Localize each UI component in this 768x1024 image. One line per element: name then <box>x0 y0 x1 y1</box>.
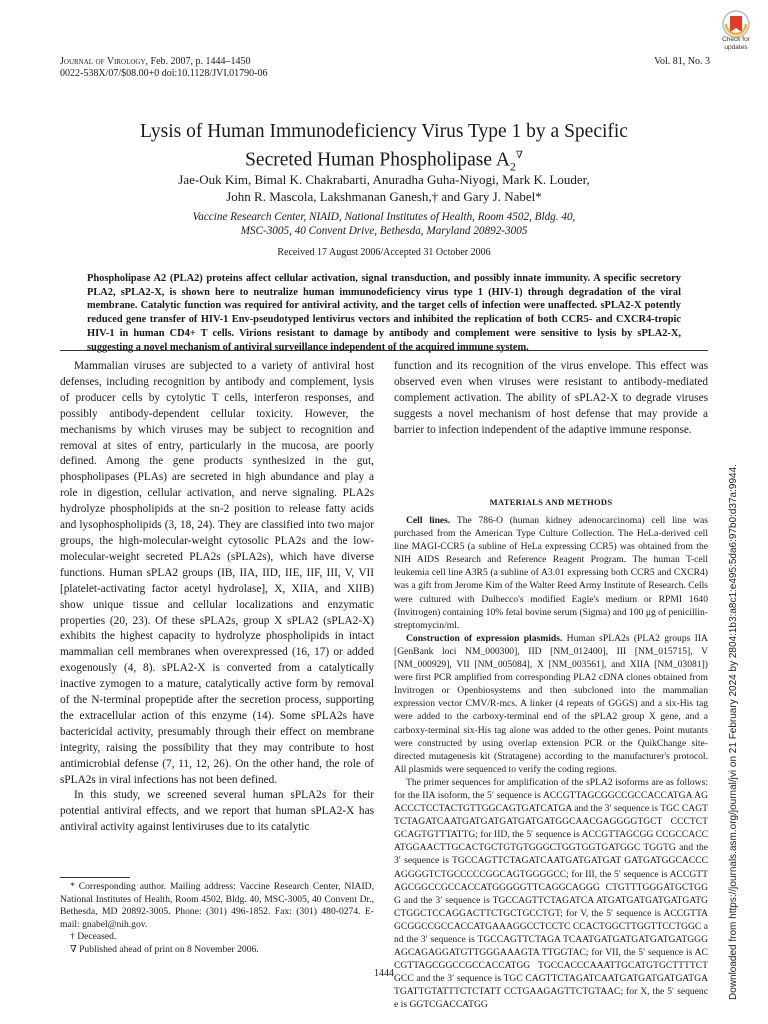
construction-body: Human sPLA2s (PLA2 groups IIA [GenBank loci NM_000300], IID [NM_012400], III [NM_015715], V [NM_000929], VII [NM_005084], X [NM_003561], and XIIA [NM_03081]) were first PCR amplified from corresponding PLA2 cDNA clones obtained from Invitrogen or Openbiosystems and then subcloned into the mammalian expression vector CMV/R-mcs. A linker (4 repeats of GGGS) and a six-His tag were added to the carboxy-terminal end of the sPLA2 group X gene, and a carboxy-terminal six-His tag alone was added to the other genes. Point mutants were constructed by using overlap extension PCR or the QuikChange site-directed mutagenesis kit (Stratagene) according to the manufacturer's protocol. All plasmids were sequenced to verify the coding regions. <box>394 632 708 775</box>
primers-paragraph: The primer sequences for amplification of the sPLA2 isoforms are as follows: for the IIA isoform, the 5′ sequence is ACCGTTAGCGGCCGCCACCATGA AGACCCTCCTACTGTTGGCAGTGATCATGA and the 3′ sequence is TGC CAGTTCTAGATCAATGATGATGATGATGATGGCAACGAGGGGTGCT CCCTCTGCAGTGTTTATTG; for IID, the 5′ sequence is ACCGTTAGCGG CCGCCACCATGGAACTTGCACTGCTGTGTGGGCTGGTGGTGATGGC TGGTG and the 3′ sequence is TGCCAGTTCTAGATCAATGATGATGAT GATGATGGCACCCAGGGGTCTGCCCCCGGCAGTGGGGCC; for III, the 5′ sequence is ACCGTTAGCGGCCGCCACCATGGGGGTTCAGGCAGGG CTGTTTGGGATGCTGGG and the 3′ sequence is TGCCAGTTCTAGATCA ATGATGATGATGATGATGCTGGCTCCAGGACTTCTGCTGCCTGT; for V, the 5′ sequence is ACCGTTAGCGGCCGCCACCATGAAAGGCCTCCTC CCACTGGCTTGGTTCCTGGC and the 3′ sequence is TGCCAGTTCTAGA TCAATGATGATGATGATGATGGGAGCAGAGGATGTTGGGAAAGTA TTGGTAC; for VII, the 5′ sequence is ACCGTTAGCGGCCGCCACCATGG TGCCACCCAAATTGCATGTGCTTTTCTGCC and the 3′ sequence is TGC CAGTTCTAGATCAATGATGATGATGATGATGATTGTATTTCTCTATT CCTGAAGAGTTCTGTAAC; for X, the 5′ sequence is GGTCGACCATGG <box>394 776 708 1011</box>
intro-paragraph-3: function and its recognition of the virus envelope. This effect was observed even when viruses were resistant to antibody-mediated complement activation. The ability of sPLA2-X to degrade viruses suggests a novel mechanism of host defense that may provide a barrier to infection independent of the adaptive immune response. <box>394 360 708 436</box>
intro-paragraph-1: Mammalian viruses are subjected to a variety of antiviral host defenses, including recognition by antibody and complement, lysis of producer cells by cytolytic T cells, interferon responses, and possibly antibody-dependent cellular toxicity. However, the mechanisms by which viruses may be subject to recognition and removal at sites of entry, particularly in the mucosa, are poorly defined. Among the gene products synthesized in the gut, phospholipases (PLAs) are secreted in high abundance and play a role in digestion, cellular activation, and nerve signaling. PLA2s hydrolyze phospholipids at the sn-2 position to release fatty acids and lysophospholipids (3, 18, 24). They are classified into two major groups, the high-molecular-weight cytosolic PLA2s and the low-molecular-weight secreted PLA2s (sPLA2s), which have diverse functions. Human sPLA2 groups (IB, IIA, IID, IIE, IIF, III, V, VII [platelet-activating factor acetyl hydrolase], X, XIIA, and XIIB) show unique tissue and cellular localizations and enzymatic properties (20, 23). Of these sPLA2s, group X sPLA2 (sPLA2-X) exhibits the highest capacity to hydrolyze phospholipids in intact mammalian cell membranes when overexpressed (16, 17) or added exogenously (4, 8). sPLA2-X is converted from a catalytically inactive zymogen to a mature, catalytically active form by removal of the N-terminal propeptide after the secretion process, supporting the extracellular action of this enzyme (14). Some sPLA2s have bactericidal activity, presumably through their effect on membrane integrity, raising the possibility that they may contribute to host antimicrobial defense (7, 11, 12, 26). On the other hand, the role of sPLA2s in viral infections has not been defined. <box>60 360 374 786</box>
issn-doi: 0022-538X/07/$08.00+0 doi:10.1128/JVI.01790-06 <box>60 68 268 79</box>
check-for-updates-label[interactable] <box>708 36 764 51</box>
authors-line2: John R. Mascola, Lakshmanan Ganesh,† and Gary J. Nabel* <box>226 189 542 204</box>
affiliation-line1: Vaccine Research Center, NIAID, National Institutes of Health, Room 4502, Bldg. 40, <box>192 211 576 223</box>
intro-paragraph-2: In this study, we screened several human sPLA2s for their potential antiviral effects, and we report that human sPLA2-X has antiviral activity against lentiviruses due to its catalytic <box>60 789 374 834</box>
affiliation-line2: MSC-3005, 40 Convent Drive, Bethesda, Maryland 20892-3005 <box>240 225 528 237</box>
abstract-divider <box>60 350 708 351</box>
methods-text <box>394 514 708 1012</box>
cell-lines-heading: Cell lines. <box>406 515 451 526</box>
authors-line1: Jae-Ouk Kim, Bimal K. Chakrabarti, Anuradha Guha-Niyogi, Mark K. Louder, <box>178 172 590 187</box>
footnotes <box>60 881 374 956</box>
construction-paragraph <box>394 632 708 776</box>
title-subscript: 2 <box>509 159 516 174</box>
title-line1: Lysis of Human Immunodeficiency Virus Type 1 by a Specific <box>140 121 628 142</box>
page-number: 1444 <box>374 968 394 979</box>
section-heading: MATERIALS AND METHODS <box>489 497 613 507</box>
affiliation <box>60 210 708 238</box>
footnote-published: ∇ Published ahead of print on 8 November 2006. <box>70 943 259 955</box>
download-watermark: Downloaded from https://journals.asm.org/journal/jvi on 21 February 2024 by 2804:1b3:a8c1:e495:5da6:97b0:d37a:9944. <box>728 464 739 1000</box>
journal-name: Journal of Virology <box>60 56 146 67</box>
left-column <box>60 359 374 836</box>
right-column-intro <box>394 359 708 439</box>
construction-heading: Construction of expression plasmids. <box>406 632 563 644</box>
received-dates: Received 17 August 2006/Accepted 31 October 2006 <box>277 247 491 258</box>
title-line2-text: Secreted Human Phospholipase A <box>245 149 510 171</box>
footnote-deceased: † Deceased. <box>70 931 117 942</box>
article-title <box>60 120 708 178</box>
badge-line1: Check for <box>722 36 750 43</box>
title-superscript: ∇ <box>515 150 523 161</box>
cell-lines-paragraph <box>394 514 708 632</box>
badge-line2: updates <box>724 43 748 51</box>
abstract: Phospholipase A2 (PLA2) proteins affect cellular activation, signal transduction, and possibly innate immunity. A specific secretory PLA2, sPLA2-X, is shown here to neutralize human immunodeficiency virus type 1 (HIV-1) through degradation of the viral membrane. Catalytic function was required for antiviral activity, and the target cells of infection were unaffected. sPLA2-X potently reduced gene transfer of HIV-1 Env-pseudotyped lentivirus vectors and inhibited the replication of both CCR5- and CXCR4-tropic HIV-1 in human CD4+ T cells. Virions resistant to damage by antibody and complement were sensitive to lysis by sPLA2-X, suggesting a novel mechanism of antiviral surveillance independent of the acquired immune system. <box>87 273 681 353</box>
running-header <box>60 56 268 80</box>
cell-lines-body: The 786-O (human kidney adenocarcinoma) cell line was purchased from the American Type Culture Collection. The HeLa-derived cell line MAGI-CCR5 (a subline of HeLa expressing CCR5) was obtained from the NIH AIDS Research and Reference Reagent Program. The human T-cell leukemia cell line A3R5 (a subline of A3.01 expressing both CCR5 and CXCR4) was a gift from Jerome Kim of the Walter Reed Army Institute of Research. Cells were cultured with Dulbecco's modified Eagle's medium or RPMI 1640 (Invitrogen) containing 10% fetal bovine serum (Sigma) and 100 μg of penicillin-streptomycin/ml. <box>394 515 708 631</box>
footnote-corresponding: * Corresponding author. Mailing address: Vaccine Research Center, NIAID, National Institutes of Health, Room 4502, Bldg. 40, MSC-3005, 40 Convent Dr., Bethesda, MD 20892-3005. Phone: (301) 496-1852. Fax: (301) 480-0274. E-mail: gnabel@nih.gov. <box>60 881 374 930</box>
footnote-divider <box>60 877 130 878</box>
volume-info: Vol. 81, No. 3 <box>654 56 710 67</box>
author-list <box>60 171 708 205</box>
journal-date: , Feb. 2007, p. 1444–1450 <box>145 56 251 67</box>
